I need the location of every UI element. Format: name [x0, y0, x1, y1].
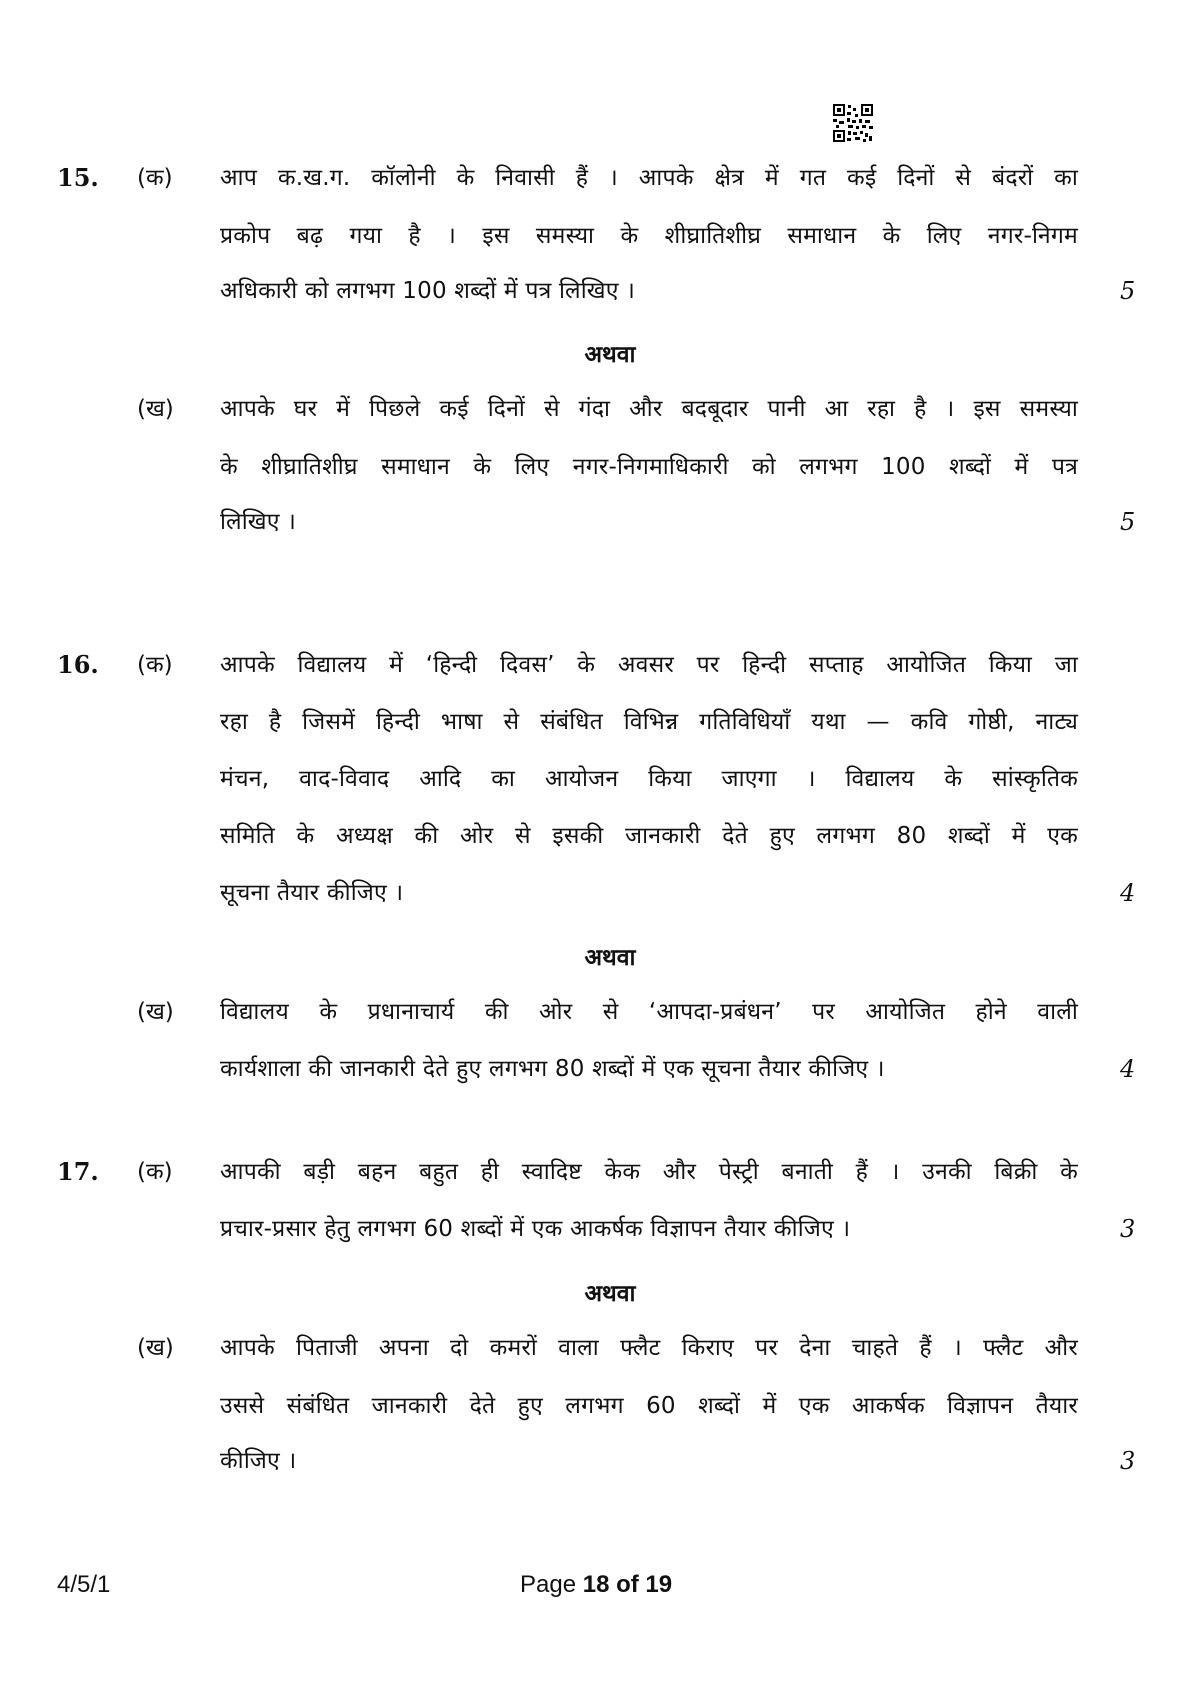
question-text-line: लिखिए ।: [220, 509, 297, 535]
question-text-line: आपके पिताजी अपना दो कमरों वाला फ्लैट किराए पर देना चाहते हैं । फ्लैट और: [220, 1335, 1078, 1361]
question-text-line: आप क.ख.ग. कॉलोनी के निवासी हैं । आपके क्षेत्र में गत कई दिनों से बंदरों का: [220, 165, 1078, 191]
question-text-line: आपके घर में पिछले कई दिनों से गंदा और बदबूदार पानी आ रहा है । इस समस्या: [220, 396, 1078, 422]
qr-code-icon: [833, 104, 873, 142]
question-text-line: अधिकारी को लगभग 100 शब्दों में पत्र लिखिए ।: [220, 278, 636, 304]
question-text-line: आपकी बड़ी बहन बहुत ही स्वादिष्ट केक और पेस्ट्री बनाती हैं । उनकी बिक्री के: [220, 1159, 1078, 1185]
option-label: (क): [137, 165, 173, 191]
option-label: (क): [137, 1159, 173, 1185]
question-text-line: कीजिए ।: [220, 1448, 297, 1474]
marks: 5: [1120, 508, 1136, 536]
page-prefix: Page: [520, 1571, 583, 1598]
or-divider: अथवा: [584, 1281, 636, 1307]
question-text-line: उससे संबंधित जानकारी देते हुए लगभग 60 शब्दों में एक आकर्षक विज्ञापन तैयार: [220, 1393, 1078, 1419]
option-label: (क): [137, 652, 173, 678]
marks: 4: [1120, 879, 1136, 907]
marks: 3: [1120, 1215, 1136, 1243]
question-text-line: सूचना तैयार कीजिए ।: [220, 880, 404, 906]
page-current: 18: [582, 1571, 610, 1598]
paper-code: 4/5/1: [57, 1571, 111, 1598]
option-label: (ख): [137, 396, 174, 422]
or-divider: अथवा: [584, 342, 636, 368]
question-number: 15.: [57, 163, 99, 192]
option-label: (ख): [137, 999, 174, 1025]
question-text-line: प्रचार-प्रसार हेतु लगभग 60 शब्दों में एक आकर्षक विज्ञापन तैयार कीजिए ।: [220, 1216, 851, 1242]
marks: 3: [1120, 1447, 1136, 1475]
marks: 4: [1120, 1055, 1136, 1083]
option-label: (ख): [137, 1335, 174, 1361]
marks: 5: [1120, 277, 1136, 305]
question-text-line: प्रकोप बढ़ गया है । इस समस्या के शीघ्रातिशीघ्र समाधान के लिए नगर-निगम: [220, 223, 1078, 249]
or-divider: अथवा: [584, 945, 636, 971]
page-total: 19: [645, 1571, 673, 1598]
question-number: 17.: [57, 1157, 99, 1186]
page-of: of: [609, 1571, 646, 1598]
question-text-line: समिति के अध्यक्ष की ओर से इसकी जानकारी देते हुए लगभग 80 शब्दों में एक: [220, 823, 1078, 849]
question-number: 16.: [57, 650, 99, 679]
question-text-line: के शीघ्रातिशीघ्र समाधान के लिए नगर-निगमाधिकारी को लगभग 100 शब्दों में पत्र: [220, 454, 1078, 480]
question-text-line: कार्यशाला की जानकारी देते हुए लगभग 80 शब्दों में एक सूचना तैयार कीजिए ।: [220, 1056, 885, 1082]
page-indicator: [520, 1570, 672, 1600]
question-text-line: विद्यालय के प्रधानाचार्य की ओर से ‘आपदा-प्रबंधन’ पर आयोजित होने वाली: [220, 999, 1078, 1025]
question-text-line: रहा है जिसमें हिन्दी भाषा से संबंधित विभिन्न गतिविधियाँ यथा — कवि गोष्ठी, नाट्य: [220, 709, 1078, 735]
question-text-line: मंचन, वाद-विवाद आदि का आयोजन किया जाएगा । विद्यालय के सांस्कृतिक: [220, 766, 1078, 792]
question-text-line: आपके विद्यालय में ‘हिन्दी दिवस’ के अवसर पर हिन्दी सप्ताह आयोजित किया जा: [220, 652, 1078, 678]
